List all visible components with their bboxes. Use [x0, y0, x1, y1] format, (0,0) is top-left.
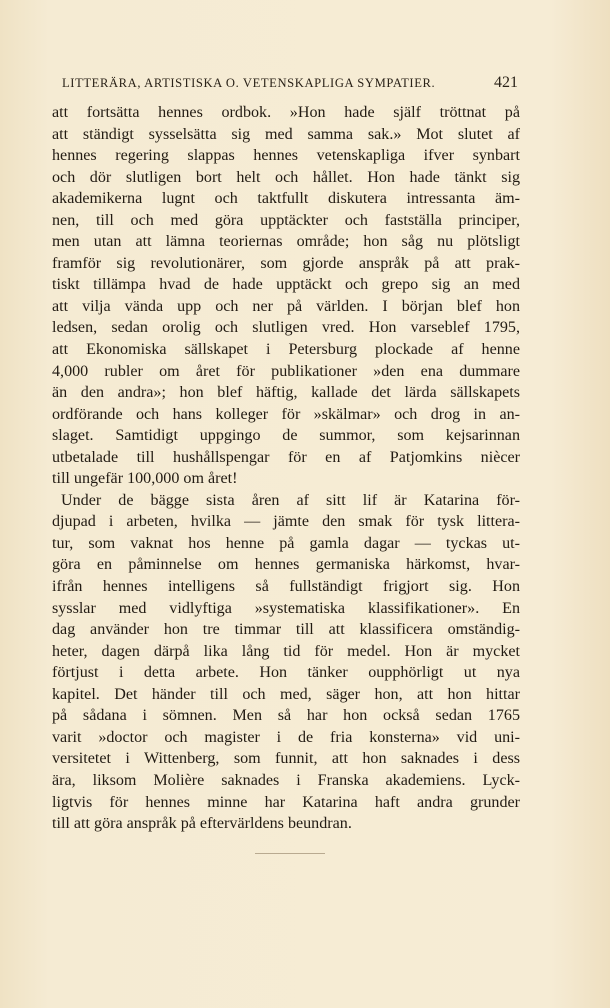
- text-line: att fortsätta hennes ordbok. »Hon hade själf tröttnat på: [52, 104, 520, 121]
- text-line: sysslar med vidlyftiga »systematiska klassifikationer». En: [52, 599, 520, 617]
- text-line: Under de bägge sista åren af sitt lif är Katarina för-: [61, 491, 520, 509]
- text-line: att Ekonomiska sällskapet i Petersburg plockade af henne: [52, 341, 520, 359]
- page-number: 421: [494, 74, 518, 91]
- text-line: att ständigt sysselsätta sig med samma sak.» Mot slutet af: [52, 125, 520, 143]
- running-title: LITTERÄRA, ARTISTISKA O. VETENSKAPLIGA SYMPATIER.: [62, 76, 436, 90]
- footer-rule: [255, 853, 325, 854]
- text-line: ligtvis för hennes minne har Katarina haft andra grunder: [52, 793, 520, 811]
- text-line: nen, till och med göra upptäckter och fastställa principer,: [52, 211, 520, 229]
- text-line: till ungefär 100,000 om året!: [52, 470, 238, 488]
- text-line: 4,000 rubler om året för publikationer »den ena dummare: [52, 362, 520, 380]
- text-line: än den andra»; hon blef häftig, kallade det lärda sällskapets: [52, 384, 520, 402]
- text-line: men utan att lämna teoriernas område; hon såg nu plötsligt: [52, 233, 520, 251]
- text-line: varit »doctor och magister i de fria konsterna» vid uni-: [52, 728, 520, 746]
- text-line: heter, dagen därpå lika lång tid för medel. Hon är mycket: [52, 642, 520, 660]
- text-line: till att göra anspråk på eftervärldens beundran.: [52, 815, 352, 833]
- text-line: slaget. Samtidigt uppgingo de summor, som kejsarinnan: [52, 427, 520, 445]
- text-line: dag använder hon tre timmar till att klassificera omständig-: [52, 621, 520, 639]
- page-header: [62, 74, 518, 96]
- text-line: tur, som vaknat hos henne på gamla dagar — tyckas ut-: [52, 534, 520, 552]
- text-line: ledsen, sedan orolig och slutligen vred. Hon varseblef 1795,: [52, 319, 520, 337]
- text-line: ära, liksom Molière saknades i Franska akademiens. Lyck-: [52, 771, 520, 789]
- text-line: akademikerna lugnt och taktfullt diskutera intressanta äm-: [52, 190, 520, 208]
- text-line: utbetalade till hushållspengar för en af Patjomkins niècer: [52, 448, 520, 466]
- text-line: kapitel. Det händer till och med, säger hon, att hon hittar: [52, 685, 520, 703]
- text-line: ifrån hennes intelligens så fullständigt frigjort sig. Hon: [52, 578, 520, 596]
- text-line: hennes regering slappas hennes vetenskapliga ifver synbart: [52, 147, 520, 165]
- text-line: framför sig revolutionärer, som gjorde anspråk på att prak-: [52, 254, 520, 272]
- text-line: att vilja vända upp och ner på världen. I början blef hon: [52, 297, 520, 315]
- text-line: tiskt tillämpa hvad de hade upptäckt och grepo sig an med: [52, 276, 520, 294]
- text-line: och dör slutligen bort helt och hållet. Hon hade tänkt sig: [52, 168, 520, 186]
- text-line: djupad i arbeten, hvilka — jämte den smak för tysk littera-: [52, 513, 520, 531]
- text-line: versitetet i Wittenberg, som funnit, att hon saknades i dess: [52, 750, 520, 768]
- text-line: ordförande och hans kolleger för »skälmar» och drog in an-: [52, 405, 520, 423]
- text-line: på sådana i sömnen. Men så har hon också sedan 1765: [52, 707, 520, 725]
- text-line: förtjust i detta arbete. Hon tänker oupphörligt ut nya: [52, 664, 520, 682]
- body-text: [52, 102, 520, 835]
- text-line: göra en påminnelse om hennes germaniska härkomst, hvar-: [52, 556, 520, 574]
